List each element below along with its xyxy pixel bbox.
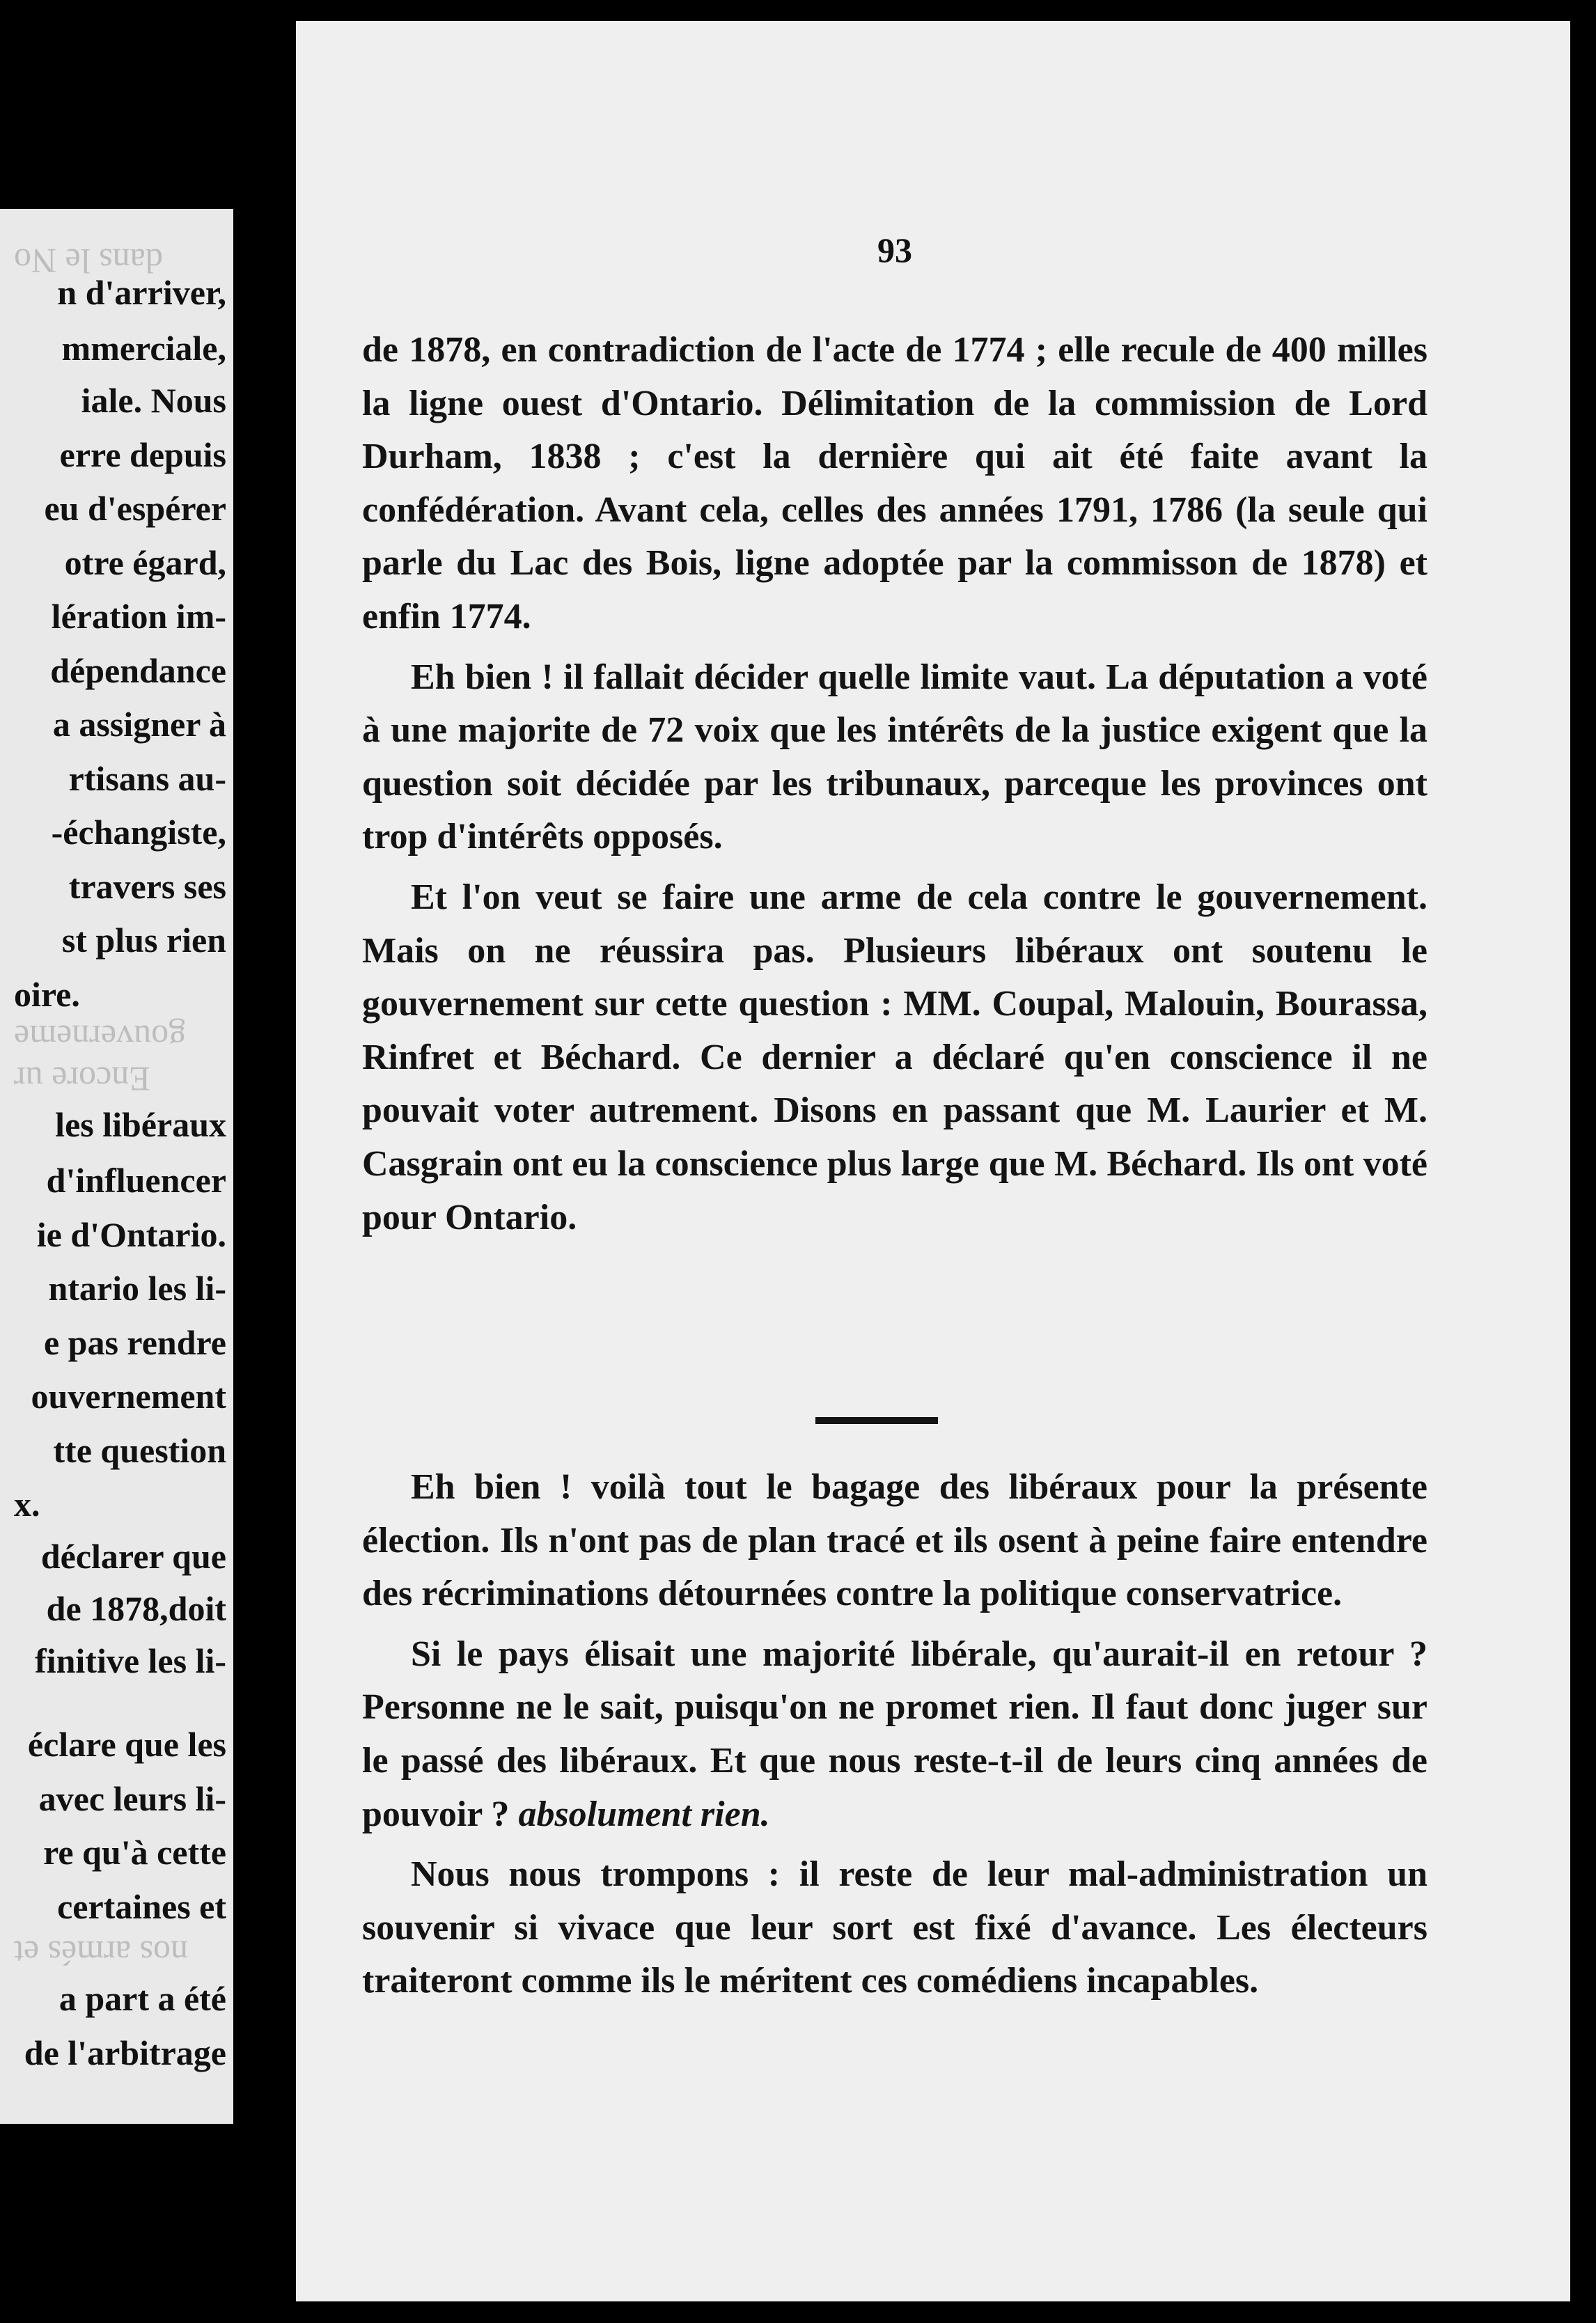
paragraph: Eh bien ! il fallait décider quelle limite vaut. La députation a voté à une majorite de 72 voix que les intérêts de la justice exigent que la question soit décidée par les tribunaux, parceque les provinces ont trop d'intérêts opposés. [362,657,1427,857]
paragraph: Et l'on veut se faire une arme de cela contre le gouvernement. Mais on ne réussira pas. Plusieurs libéraux ont soutenu le gouvernement sur cette question : MM. Coupal, Malouin, Bourassa, Rinfret et Béchard. Ce dernier a déclaré qu'en conscience il ne pouvait voter autrement. Disons en passant que M. Laurier et M. Casgrain ont eu la conscience plus large que M. Béchard. Ils ont voté pour Ontario. [362,877,1427,1237]
left-page-line: de l'arbitrage [24,2033,226,2072]
left-page-line: éclare que les [27,1725,226,1764]
show-through-text: Encore ur [14,1060,150,1099]
show-through-text: dans le No [14,242,163,281]
left-page-line: avec leurs li- [38,1779,226,1818]
left-page-line: st plus rien [61,921,226,960]
left-page-line: a assigner à [52,705,226,744]
paragraph [362,1628,1427,1841]
left-page-line: certaines et [57,1887,226,1926]
paragraph: Eh bien ! voilà tout le bagage des libéraux pour la présente élection. Ils n'ont pas de plan tracé et ils osent à peine faire entendre des récriminations détournées contre la politique conservatrice. [362,1467,1427,1614]
italic-phrase: absolument rien. [518,1794,770,1834]
left-page-line: dépendance [50,651,226,690]
left-page-line: x. [14,1485,40,1524]
paragraph-text: Si le pays élisait une majorité libérale, qu'aurait-il en retour ? Personne ne le sait, puisqu'on ne promet rien. Il faut donc juger sur le passé des libéraux. Et que nous reste-t-il de leurs cinq années de pouvoir ? [362,1634,1427,1834]
left-page-line: ie d'Ontario. [36,1215,226,1254]
book-gutter [233,0,296,2323]
left-page-line: re qu'à cette [43,1833,226,1872]
left-page-line: iale. Nous [81,381,226,420]
text-block-top [362,324,1427,1244]
paragraph: de 1878, en contradiction de l'acte de 1774 ; elle recule de 400 milles la ligne ouest d'Ontario. Délimitation de la commission de Lord Durham, 1838 ; c'est la dernière qui ait été faite avant la confédération. Avant cela, celles des années 1791, 1786 (la seule qui parle du Lac des Bois, ligne adoptée par la commisson de 1878) et enfin 1774. [362,330,1427,636]
left-page-line: erre depuis [59,435,226,474]
right-page [296,21,1570,2301]
page-number: 93 [877,230,912,269]
left-page-line: n d'arriver, [57,273,226,312]
left-page-line: finitive les li- [35,1641,226,1680]
left-page-line: ntario les li- [48,1269,226,1308]
left-page-line: les libéraux [55,1105,226,1144]
left-page-line: a part a été [58,1979,226,2018]
left-page-line: otre égard, [64,543,226,582]
show-through-text: nos armés et [14,1934,188,1973]
left-page-line: déclarer que [40,1537,226,1576]
text-block-bottom [362,1461,1427,2008]
left-page-line: -échangiste, [51,813,226,852]
left-page-line: ouvernement [31,1377,226,1416]
left-page-line: e pas rendre [43,1323,226,1362]
left-page-line: oire. [14,975,80,1014]
paragraph: Nous nous trompons : il reste de leur mal-administration un souvenir si vivace que leur sort est fixé d'avance. Les électeurs traiteront comme ils le méritent ces comédiens incapables. [362,1854,1427,2001]
left-page-fragment [0,209,233,2124]
left-page-line: eu d'espérer [44,489,226,528]
left-page-line: tte question [53,1431,226,1470]
show-through-text: gouverneme [14,1018,187,1057]
left-page-line: travers ses [68,867,226,906]
left-page-line: de 1878,doit [46,1589,226,1628]
section-divider [815,1417,938,1424]
left-page-line: mmerciale, [61,329,226,368]
left-page-line: rtisans au- [68,759,226,798]
left-page-line: lération im- [51,597,226,636]
left-page-line: d'influencer [46,1161,226,1200]
